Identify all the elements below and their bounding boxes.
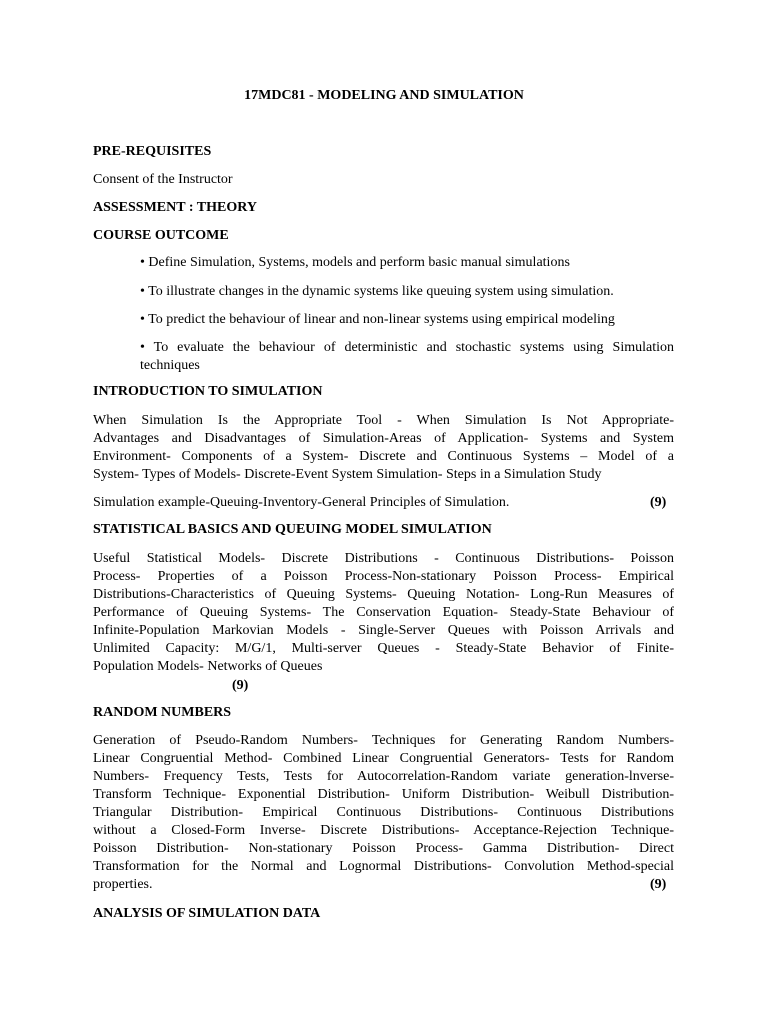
- paragraph-line: Generation of Pseudo-Random Numbers- Techniques for Generating Random Numbers-: [93, 733, 674, 748]
- paragraph-line: without a Closed-Form Inverse- Discrete Distributions- Acceptance-Rejection Technique-: [93, 823, 674, 838]
- course-outcome-heading: COURSE OUTCOME: [93, 228, 229, 243]
- introduction-marks: (9): [650, 495, 667, 510]
- course-outcome-item: • To illustrate changes in the dynamic systems like queuing system using simulation.: [140, 284, 614, 299]
- random-numbers-marks: (9): [650, 877, 667, 892]
- analysis-heading: ANALYSIS OF SIMULATION DATA: [93, 906, 321, 921]
- paragraph-line: Numbers- Frequency Tests, Tests for Autocorrelation-Random variate generation-lnverse-: [93, 769, 674, 784]
- course-outcome-item: • Define Simulation, Systems, models and perform basic manual simulations: [140, 255, 570, 270]
- course-outcome-item: • To evaluate the behaviour of deterministic and stochastic systems using Simulation techniques: [140, 340, 674, 373]
- paragraph-line: Linear Congruential Method- Combined Linear Congruential Generators- Tests for Random: [93, 751, 674, 766]
- prerequisites-heading: PRE-REQUISITES: [93, 144, 212, 159]
- paragraph-line: Transform Technique- Exponential Distribution- Uniform Distribution- Weibull Distribution-: [93, 787, 674, 802]
- paragraph-line: When Simulation Is the Appropriate Tool - When Simulation Is Not Appropriate-: [93, 413, 674, 428]
- paragraph-line: Transformation for the Normal and Lognormal Distributions- Convolution Method-special: [93, 859, 674, 874]
- paragraph-line: properties.: [93, 877, 153, 892]
- paragraph-line: Performance of Queuing Systems- The Conservation Equation- Steady-State Behaviour of: [93, 605, 674, 620]
- random-numbers-paragraph: [93, 732, 674, 894]
- introduction-heading: INTRODUCTION TO SIMULATION: [93, 384, 323, 399]
- paragraph-line: Process- Properties of a Poisson Process-Non-stationary Poisson Process- Empirical: [93, 569, 674, 584]
- statistical-paragraph: [93, 550, 674, 676]
- paragraph-line: Distributions-Characteristics of Queuing Systems- Queuing Notation- Long-Run Measures of: [93, 587, 674, 602]
- introduction-paragraph: [93, 412, 674, 484]
- paragraph-line: Environment- Components of a System- Discrete and Continuous Systems – Model of a: [93, 449, 674, 464]
- document-title: 17MDC81 - MODELING AND SIMULATION: [244, 88, 524, 103]
- prerequisites-text: Consent of the Instructor: [93, 172, 233, 187]
- paragraph-line: Poisson Distribution- Non-stationary Poisson Process- Gamma Distribution- Direct: [93, 841, 674, 856]
- paragraph-line: Infinite-Population Markovian Models - Single-Server Queues with Poisson Arrivals and: [93, 623, 674, 638]
- paragraph-line: Triangular Distribution- Empirical Continuous Distributions- Continuous Distributions: [93, 805, 674, 820]
- paragraph-line: Useful Statistical Models- Discrete Distributions - Continuous Distributions- Poisson: [93, 551, 674, 566]
- paragraph-line: Advantages and Disadvantages of Simulation-Areas of Application- Systems and System: [93, 431, 674, 446]
- paragraph-line: System- Types of Models- Discrete-Event System Simulation- Steps in a Simulation Study: [93, 467, 602, 482]
- random-numbers-heading: RANDOM NUMBERS: [93, 705, 232, 720]
- statistical-heading: STATISTICAL BASICS AND QUEUING MODEL SIMULATION: [93, 522, 492, 537]
- paragraph-line: Population Models- Networks of Queues: [93, 659, 323, 674]
- paragraph-line: Unlimited Capacity: M/G/1, Multi-server Queues - Steady-State Behavior of Finite-: [93, 641, 674, 656]
- introduction-paragraph-2: Simulation example-Queuing-Inventory-General Principles of Simulation.: [93, 495, 510, 510]
- assessment-heading: ASSESSMENT : THEORY: [93, 200, 257, 215]
- course-outcome-item: • To predict the behaviour of linear and non-linear systems using empirical modeling: [140, 312, 615, 327]
- statistical-marks: (9): [232, 678, 249, 693]
